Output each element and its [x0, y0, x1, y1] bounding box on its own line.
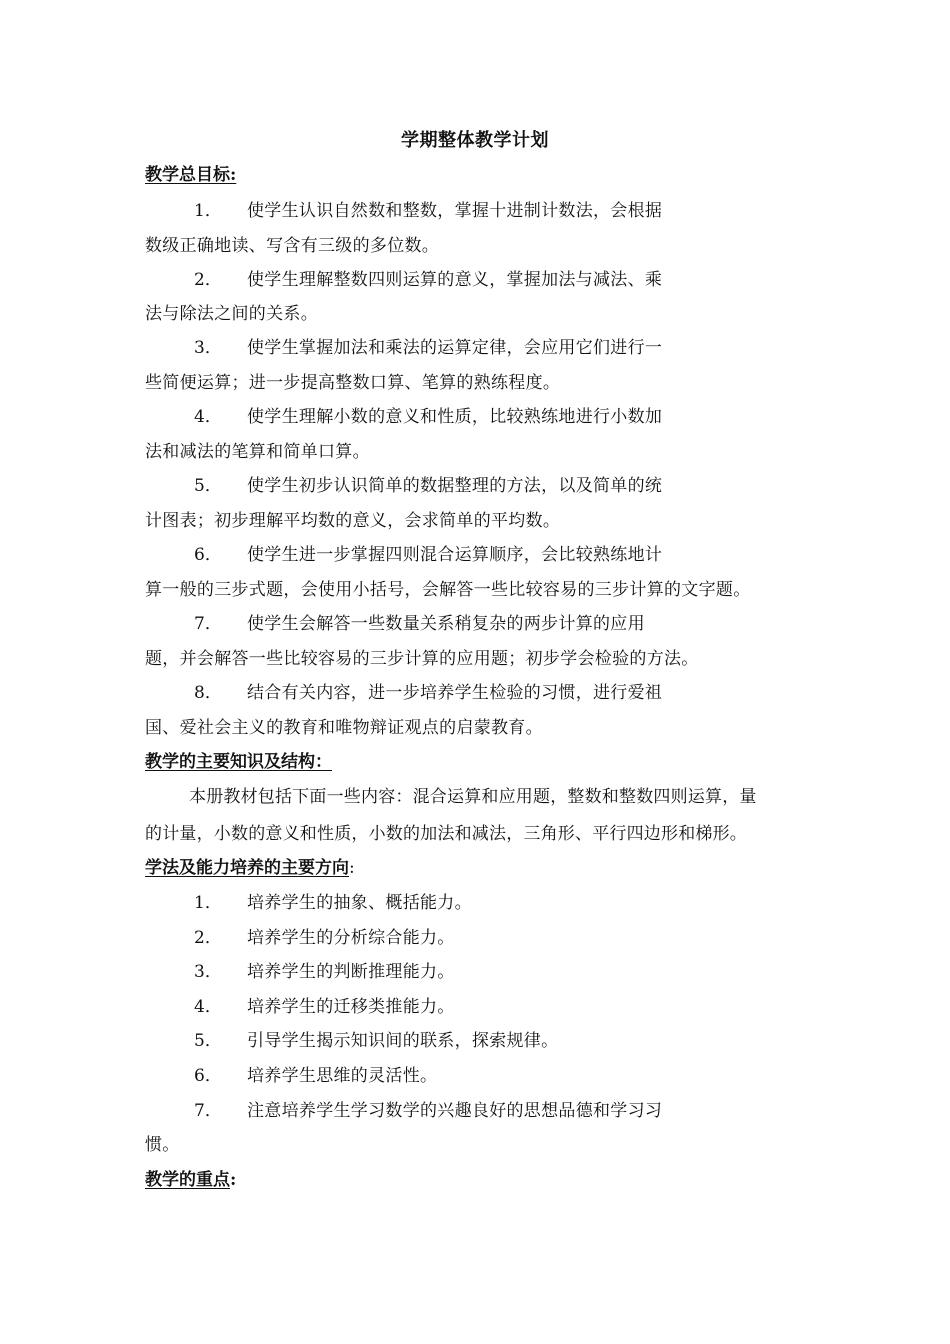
method-text-5: 引导学生揭示知识间的联系，探索规律。	[247, 1031, 559, 1051]
goal-number-4: 4．	[194, 407, 222, 427]
goal-continuation-1: 数级正确地读、写含有三级的多位数。	[145, 236, 440, 256]
goal-continuation-4: 法和减法的笔算和简单口算。	[145, 442, 370, 462]
goal-continuation-5: 计图表；初步理解平均数的意义，会求简单的平均数。	[145, 511, 561, 531]
method-text-4: 培养学生的迁移类推能力。	[247, 997, 455, 1017]
method-number-4: 4．	[194, 997, 222, 1017]
goal-number-8: 8．	[194, 683, 222, 703]
goal-text-5: 使学生初步认识简单的数据整理的方法，以及简单的统	[247, 476, 663, 496]
method-number-7: 7．	[194, 1101, 222, 1121]
goal-number-2: 2．	[194, 270, 222, 290]
section-heading-goals	[145, 160, 236, 185]
goal-text-6: 使学生进一步掌握四则混合运算顺序，会比较熟练地计	[247, 545, 663, 565]
goal-number-3: 3．	[194, 338, 222, 358]
goal-text-8: 结合有关内容，进一步培养学生检验的习惯，进行爱祖	[247, 683, 663, 703]
method-number-3: 3．	[194, 962, 222, 982]
method-text-3: 培养学生的判断推理能力。	[247, 962, 455, 982]
method-number-6: 6．	[194, 1066, 222, 1086]
section-heading-focus-colon: :	[230, 1170, 237, 1190]
goal-continuation-2: 法与除法之间的关系。	[145, 304, 318, 324]
method-text-1: 培养学生的抽象、概括能力。	[247, 893, 472, 913]
method-continuation-7: 惯。	[145, 1135, 180, 1155]
goal-text-1: 使学生认识自然数和整数，掌握十进制计数法，会根据	[247, 201, 663, 221]
goal-number-6: 6．	[194, 545, 222, 565]
method-number-1: 1．	[194, 893, 222, 913]
goal-number-5: 5．	[194, 476, 222, 496]
section-heading-knowledge	[145, 747, 332, 772]
method-text-2: 培养学生的分析综合能力。	[247, 928, 455, 948]
method-text-6: 培养学生思维的灵活性。	[247, 1066, 438, 1086]
goal-number-7: 7．	[194, 614, 222, 634]
section-heading-methods-text: 学法及能力培养的主要方向	[145, 858, 349, 878]
page-title: 学期整体教学计划	[401, 130, 549, 151]
section-heading-methods	[145, 853, 355, 878]
goal-text-4: 使学生理解小数的意义和性质，比较熟练地进行小数加	[247, 407, 663, 427]
goal-text-3: 使学生掌握加法和乘法的运算定律，会应用它们进行一	[247, 338, 663, 358]
goal-number-1: 1．	[194, 201, 222, 221]
section-heading-methods-colon: :	[349, 858, 355, 878]
section-heading-focus-text: 教学的重点	[145, 1170, 230, 1190]
goal-text-7: 使学生会解答一些数量关系稍复杂的两步计算的应用	[247, 614, 645, 634]
goal-text-2: 使学生理解整数四则运算的意义，掌握加法与减法、乘	[247, 270, 663, 290]
goal-continuation-7: 题，并会解答一些比较容易的三步计算的应用题；初步学会检验的方法。	[145, 649, 699, 669]
method-number-5: 5．	[194, 1031, 222, 1051]
method-number-2: 2．	[194, 928, 222, 948]
goal-continuation-6: 算一般的三步式题，会使用小括号，会解答一些比较容易的三步计算的文字题。	[145, 580, 751, 600]
goal-continuation-8: 国、爱社会主义的教育和唯物辩证观点的启蒙教育。	[145, 718, 543, 738]
knowledge-paragraph-line2: 的计量，小数的意义和性质，小数的加法和减法，三角形、平行四边形和梯形。	[145, 824, 747, 844]
section-heading-goals-text: 教学总目标:	[145, 165, 237, 185]
knowledge-paragraph-line1: 本册教材包括下面一些内容：混合运算和应用题，整数和整数四则运算，量	[189, 787, 757, 807]
section-heading-knowledge-text: 教学的主要知识及结构：	[145, 752, 332, 772]
section-heading-focus	[145, 1165, 236, 1190]
goal-continuation-3: 些简便运算；进一步提高整数口算、笔算的熟练程度。	[145, 373, 561, 393]
method-text-7: 注意培养学生学习数学的兴趣良好的思想品德和学习习	[247, 1101, 663, 1121]
